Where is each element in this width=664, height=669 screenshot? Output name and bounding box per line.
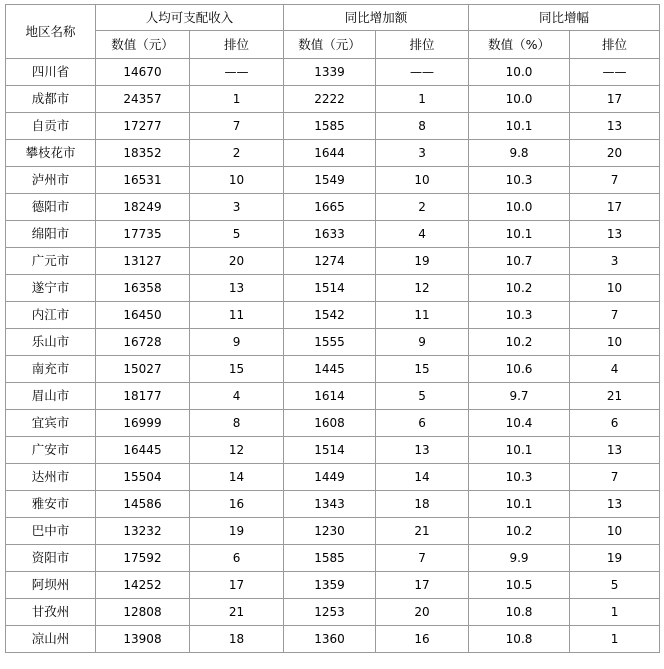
growth-rank-cell: 1 [570,626,660,653]
table-row [6,518,660,545]
income-rank-cell: 7 [190,113,284,140]
income-value-cell: 15027 [96,356,190,383]
increase-value-cell: 1449 [284,464,376,491]
growth-rank-cell: 13 [570,113,660,140]
increase-value-cell: 1555 [284,329,376,356]
increase-rank-cell: 7 [376,545,469,572]
increase-rank-cell: 17 [376,572,469,599]
table-body [6,59,660,653]
growth-value-cell: 10.2 [469,329,570,356]
growth-value-cell: 10.0 [469,194,570,221]
growth-rank-cell: 20 [570,140,660,167]
increase-rank-cell: 4 [376,221,469,248]
growth-value-cell: 10.1 [469,491,570,518]
sub-header-growth-value: 数值（%） [469,31,570,59]
income-value-cell: 17592 [96,545,190,572]
table-row [6,275,660,302]
income-value-cell: 16450 [96,302,190,329]
growth-value-cell: 10.3 [469,302,570,329]
increase-rank-cell: 14 [376,464,469,491]
growth-rank-cell: 6 [570,410,660,437]
increase-rank-cell: 11 [376,302,469,329]
region-cell: 巴中市 [6,518,96,545]
region-cell: 乐山市 [6,329,96,356]
growth-value-cell: 10.1 [469,221,570,248]
growth-value-cell: 10.5 [469,572,570,599]
income-value-cell: 13232 [96,518,190,545]
income-rank-cell: 10 [190,167,284,194]
region-cell: 泸州市 [6,167,96,194]
income-rank-cell: 18 [190,626,284,653]
income-rank-cell: 20 [190,248,284,275]
header-row-groups [6,5,660,31]
increase-value-cell: 1665 [284,194,376,221]
growth-value-cell: 10.3 [469,167,570,194]
table-row [6,410,660,437]
increase-rank-cell: 8 [376,113,469,140]
growth-rank-cell: 21 [570,383,660,410]
increase-rank-cell: 1 [376,86,469,113]
income-value-cell: 14670 [96,59,190,86]
growth-rank-cell: 10 [570,275,660,302]
region-cell: 四川省 [6,59,96,86]
increase-value-cell: 1343 [284,491,376,518]
table-row [6,464,660,491]
income-rank-cell: —— [190,59,284,86]
increase-rank-cell: 15 [376,356,469,383]
growth-value-cell: 10.6 [469,356,570,383]
income-rank-cell: 16 [190,491,284,518]
income-rank-cell: 11 [190,302,284,329]
growth-value-cell: 9.8 [469,140,570,167]
header-row-sub [6,31,660,59]
income-rank-cell: 13 [190,275,284,302]
growth-rank-cell: 5 [570,572,660,599]
increase-value-cell: 1514 [284,437,376,464]
increase-value-cell: 1253 [284,599,376,626]
region-cell: 遂宁市 [6,275,96,302]
increase-rank-cell: —— [376,59,469,86]
table-row [6,221,660,248]
income-rank-cell: 1 [190,86,284,113]
sub-header-income-rank: 排位 [190,31,284,59]
growth-value-cell: 10.0 [469,86,570,113]
increase-rank-cell: 6 [376,410,469,437]
increase-value-cell: 1585 [284,545,376,572]
income-value-cell: 14252 [96,572,190,599]
income-rank-cell: 19 [190,518,284,545]
region-cell: 宜宾市 [6,410,96,437]
increase-rank-cell: 9 [376,329,469,356]
income-value-cell: 18177 [96,383,190,410]
table-row [6,329,660,356]
growth-rank-cell: 13 [570,491,660,518]
table-row [6,491,660,518]
region-header: 地区名称 [6,5,96,59]
growth-rank-cell: 17 [570,194,660,221]
growth-value-cell: 10.1 [469,437,570,464]
table-row [6,383,660,410]
income-value-cell: 18249 [96,194,190,221]
table-row [6,626,660,653]
income-value-cell: 16445 [96,437,190,464]
sub-header-growth-rank: 排位 [570,31,660,59]
income-rank-cell: 9 [190,329,284,356]
increase-rank-cell: 3 [376,140,469,167]
growth-value-cell: 10.2 [469,275,570,302]
growth-rank-cell: 13 [570,437,660,464]
increase-value-cell: 1585 [284,113,376,140]
income-rank-cell: 8 [190,410,284,437]
growth-rank-cell: 3 [570,248,660,275]
growth-rank-cell: 7 [570,464,660,491]
income-rank-cell: 14 [190,464,284,491]
income-rank-cell: 17 [190,572,284,599]
increase-value-cell: 1360 [284,626,376,653]
growth-value-cell: 10.8 [469,626,570,653]
group-header-income: 人均可支配收入 [96,5,284,31]
income-rank-cell: 6 [190,545,284,572]
growth-rank-cell: 7 [570,167,660,194]
table-row [6,86,660,113]
increase-value-cell: 1614 [284,383,376,410]
region-cell: 内江市 [6,302,96,329]
growth-rank-cell: 13 [570,221,660,248]
increase-rank-cell: 20 [376,599,469,626]
income-value-cell: 16358 [96,275,190,302]
growth-rank-cell: 7 [570,302,660,329]
increase-value-cell: 1445 [284,356,376,383]
growth-rank-cell: 4 [570,356,660,383]
increase-rank-cell: 21 [376,518,469,545]
region-cell: 德阳市 [6,194,96,221]
income-value-cell: 13908 [96,626,190,653]
sub-header-increase-value: 数值（元） [284,31,376,59]
region-cell: 成都市 [6,86,96,113]
income-rank-cell: 2 [190,140,284,167]
region-cell: 凉山州 [6,626,96,653]
table-row [6,59,660,86]
table-row [6,194,660,221]
growth-value-cell: 10.8 [469,599,570,626]
growth-value-cell: 10.1 [469,113,570,140]
increase-value-cell: 1230 [284,518,376,545]
income-value-cell: 12808 [96,599,190,626]
increase-value-cell: 1542 [284,302,376,329]
growth-rank-cell: 10 [570,329,660,356]
income-value-cell: 17735 [96,221,190,248]
income-value-cell: 24357 [96,86,190,113]
income-value-cell: 16999 [96,410,190,437]
region-cell: 甘孜州 [6,599,96,626]
region-cell: 眉山市 [6,383,96,410]
region-cell: 达州市 [6,464,96,491]
income-value-cell: 16531 [96,167,190,194]
table-row [6,437,660,464]
increase-value-cell: 2222 [284,86,376,113]
income-rank-cell: 4 [190,383,284,410]
table-row [6,356,660,383]
region-cell: 攀枝花市 [6,140,96,167]
region-cell: 广安市 [6,437,96,464]
income-rank-cell: 21 [190,599,284,626]
increase-rank-cell: 5 [376,383,469,410]
increase-rank-cell: 13 [376,437,469,464]
income-table [5,4,660,653]
sub-header-increase-rank: 排位 [376,31,469,59]
group-header-growth: 同比增幅 [469,5,660,31]
increase-value-cell: 1274 [284,248,376,275]
increase-rank-cell: 18 [376,491,469,518]
increase-value-cell: 1339 [284,59,376,86]
increase-value-cell: 1359 [284,572,376,599]
income-value-cell: 13127 [96,248,190,275]
growth-value-cell: 10.3 [469,464,570,491]
region-cell: 阿坝州 [6,572,96,599]
region-cell: 自贡市 [6,113,96,140]
income-value-cell: 15504 [96,464,190,491]
income-rank-cell: 3 [190,194,284,221]
growth-rank-cell: 19 [570,545,660,572]
income-value-cell: 16728 [96,329,190,356]
income-rank-cell: 15 [190,356,284,383]
income-rank-cell: 12 [190,437,284,464]
region-cell: 广元市 [6,248,96,275]
group-header-increase: 同比增加额 [284,5,469,31]
increase-rank-cell: 2 [376,194,469,221]
increase-value-cell: 1549 [284,167,376,194]
increase-value-cell: 1633 [284,221,376,248]
region-cell: 雅安市 [6,491,96,518]
increase-rank-cell: 19 [376,248,469,275]
increase-rank-cell: 12 [376,275,469,302]
growth-value-cell: 10.2 [469,518,570,545]
table-row [6,572,660,599]
increase-rank-cell: 10 [376,167,469,194]
table-row [6,167,660,194]
region-cell: 绵阳市 [6,221,96,248]
table-row [6,248,660,275]
table-row [6,113,660,140]
increase-value-cell: 1608 [284,410,376,437]
table-row [6,140,660,167]
growth-value-cell: 9.9 [469,545,570,572]
increase-value-cell: 1514 [284,275,376,302]
growth-rank-cell: 10 [570,518,660,545]
income-value-cell: 18352 [96,140,190,167]
growth-rank-cell: 17 [570,86,660,113]
region-cell: 南充市 [6,356,96,383]
growth-value-cell: 9.7 [469,383,570,410]
region-cell: 资阳市 [6,545,96,572]
increase-value-cell: 1644 [284,140,376,167]
growth-value-cell: 10.0 [469,59,570,86]
growth-value-cell: 10.4 [469,410,570,437]
income-value-cell: 14586 [96,491,190,518]
growth-value-cell: 10.7 [469,248,570,275]
growth-rank-cell: —— [570,59,660,86]
increase-rank-cell: 16 [376,626,469,653]
income-value-cell: 17277 [96,113,190,140]
table-row [6,599,660,626]
income-rank-cell: 5 [190,221,284,248]
table-row [6,545,660,572]
table-row [6,302,660,329]
sub-header-income-value: 数值（元） [96,31,190,59]
growth-rank-cell: 1 [570,599,660,626]
